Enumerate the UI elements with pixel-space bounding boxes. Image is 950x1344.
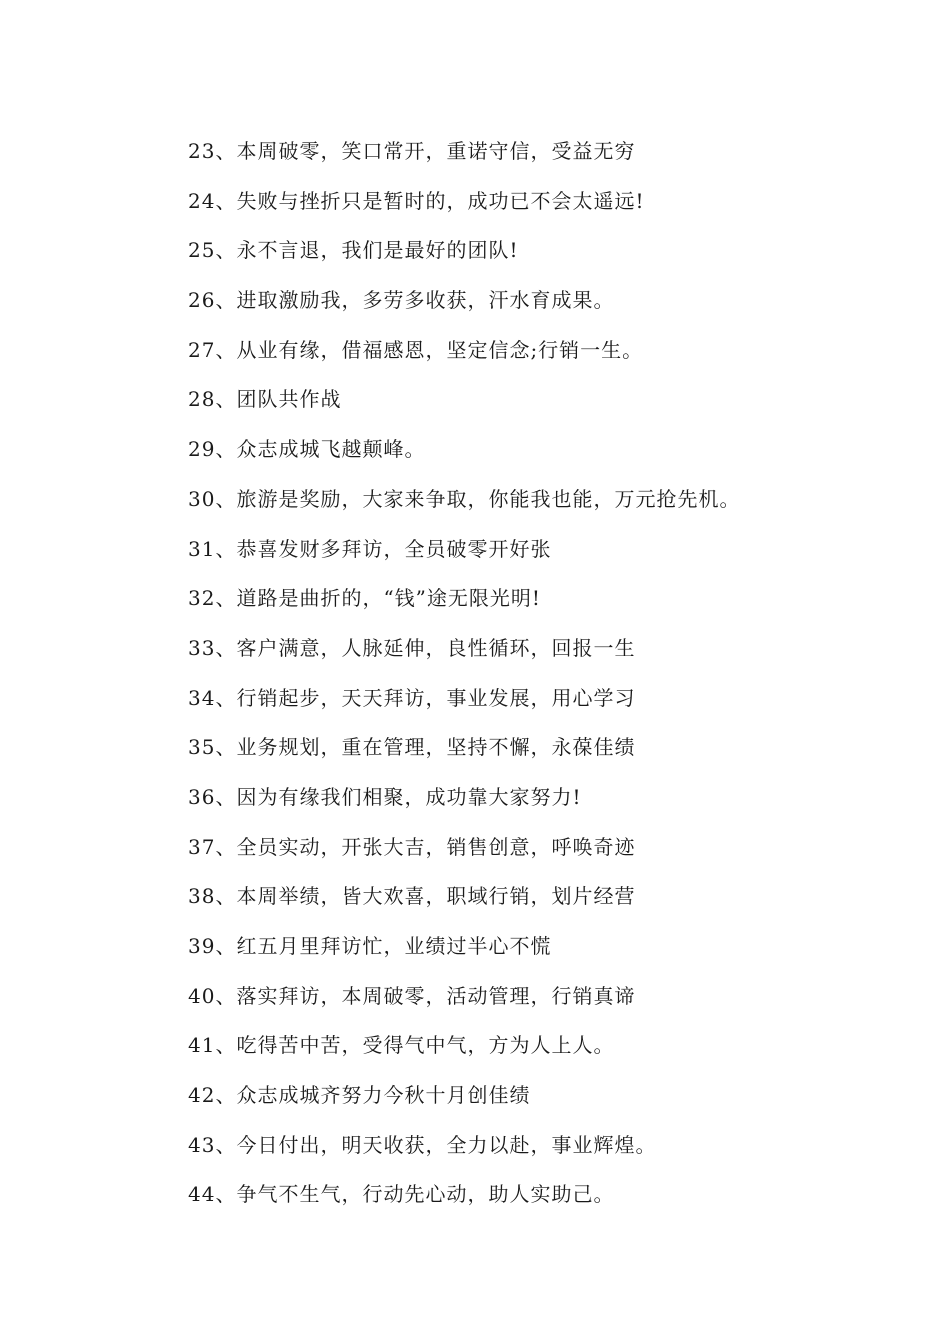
slogan-line: 34、行销起步，天天拜访，事业发展，用心学习 [188,685,636,710]
slogan-line: 37、全员实动，开张大吉，销售创意，呼唤奇迹 [188,834,636,859]
slogan-line: 38、本周举绩，皆大欢喜，职域行销，划片经营 [188,884,636,909]
slogan-line: 23、本周破零，笑口常开，重诺守信，受益无穷 [188,139,636,163]
slogan-line: 36、因为有缘我们相聚，成功靠大家努力! [188,784,582,809]
slogan-line: 42、众志成城齐努力今秋十月创佳绩 [188,1083,531,1108]
slogan-line: 29、众志成城飞越颠峰。 [188,437,426,462]
slogan-line: 31、恭喜发财多拜访，全员破零开好张 [188,536,552,561]
slogan-line: 33、客户满意，人脉延伸，良性循环，回报一生 [188,635,636,660]
slogan-line: 27、从业有缘，借福感恩，坚定信念;行销一生。 [188,337,644,362]
slogan-line: 35、业务规划，重在管理，坚持不懈，永葆佳绩 [188,735,636,760]
slogan-line: 32、道路是曲折的，“钱”途无限光明! [188,586,541,611]
slogan-line: 30、旅游是奖励，大家来争取，你能我也能，万元抢先机。 [188,486,741,511]
slogan-line: 44、争气不生气，行动先心动，助人实助己。 [188,1182,615,1207]
slogan-line: 41、吃得苦中苦，受得气中气，方为人上人。 [188,1033,615,1058]
slogan-line: 28、团队共作战 [188,387,342,412]
slogan-line: 24、失败与挫折只是暂时的，成功已不会太遥远! [188,188,645,213]
slogan-line: 40、落实拜访，本周破零，活动管理，行销真谛 [188,983,636,1008]
slogan-line: 25、永不言退，我们是最好的团队! [188,238,519,263]
slogan-line: 39、红五月里拜访忙，业绩过半心不慌 [188,934,552,958]
slogan-list [188,132,740,1225]
slogan-line: 43、今日付出，明天收获，全力以赴，事业辉煌。 [188,1132,657,1157]
slogan-line: 26、进取激励我，多劳多收获，汗水育成果。 [188,288,615,313]
